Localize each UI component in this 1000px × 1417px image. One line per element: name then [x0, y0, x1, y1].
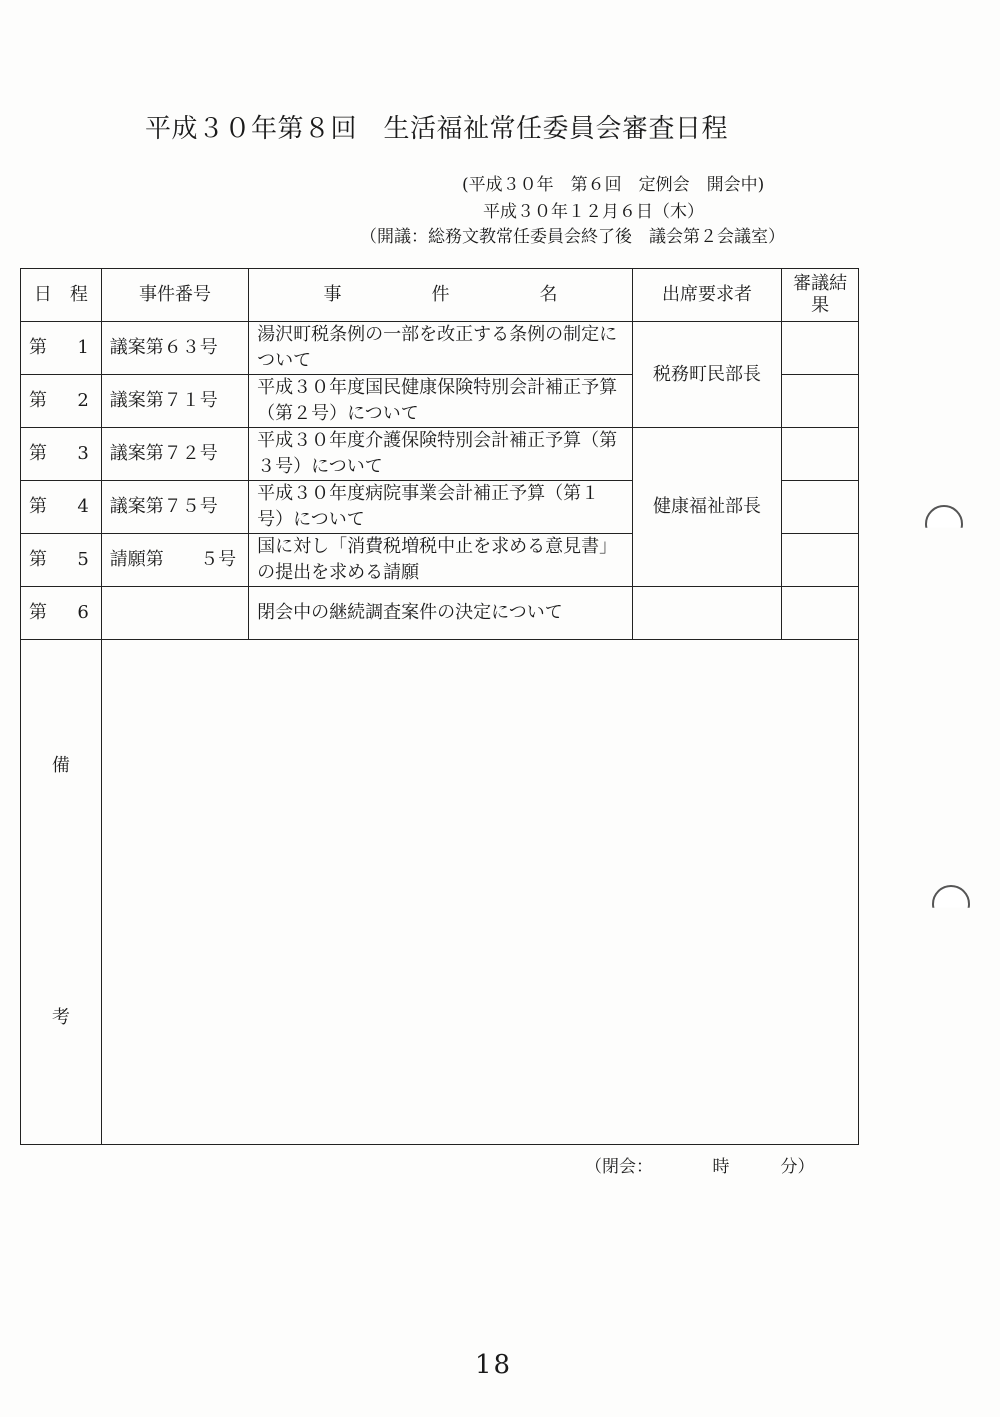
remarks-row: [21, 640, 859, 1145]
day-prefix: 第: [29, 390, 47, 411]
subject-cell: 平成３０年度国民健康保険特別会計補正予算（第２号）について: [249, 375, 633, 428]
case-number-cell: [101, 375, 248, 428]
subject-cell: 国に対し「消費税増税中止を求める意見書」の提出を求める請願: [249, 534, 633, 587]
remarks-label-cell: [21, 640, 102, 1145]
case-number-cell: [101, 481, 248, 534]
remarks-label-top: 備: [51, 755, 70, 776]
case-number-cell: [101, 322, 248, 375]
day-number: 3: [77, 443, 89, 464]
case-type: 議案第７５号: [109, 496, 218, 517]
day-cell: [21, 322, 102, 375]
day-number: 1: [77, 337, 89, 358]
result-cell: [782, 322, 859, 375]
page-title: 平成３０年第８回 生活福祉常任委員会審査日程: [145, 114, 729, 144]
case-number-cell: [101, 428, 248, 481]
table-row: [21, 322, 859, 375]
subject-cell: 湯沢町税条例の一部を改正する条例の制定について: [249, 322, 633, 375]
schedule-table: [20, 268, 859, 1145]
header-case-number: 事件番号: [101, 269, 248, 322]
schedule-table-wrapper: [20, 268, 859, 1145]
subject-cell: 平成３０年度病院事業会計補正予算（第１号）について: [249, 481, 633, 534]
case-number-cell: [101, 534, 248, 587]
table-header-row: [21, 269, 859, 322]
punch-hole-icon: [925, 505, 963, 543]
attendee-cell: 税務町民部長: [632, 322, 781, 428]
case-number: ５号: [200, 549, 237, 570]
case-type: 請願第: [109, 549, 164, 570]
result-cell: [782, 428, 859, 481]
subject-cell: 平成３０年度介護保険特別会計補正予算（第３号）について: [249, 428, 633, 481]
day-number: 4: [77, 496, 89, 517]
remarks-content-cell: [101, 640, 858, 1145]
header-attendee: 出席要求者: [632, 269, 781, 322]
day-cell: [21, 428, 102, 481]
day-cell: [21, 481, 102, 534]
meeting-venue: （開議：総務文教常任委員会終了後 議会第２会議室）: [360, 227, 785, 247]
case-type: 議案第６３号: [109, 337, 218, 358]
attendee-cell: 健康福祉部長: [632, 428, 781, 587]
table-row: [21, 428, 859, 481]
day-cell: [21, 375, 102, 428]
header-subject: 事 件 名: [249, 269, 633, 322]
header-result: 審議結果: [782, 269, 859, 322]
meeting-date: 平成３０年１２月６日（木）: [483, 202, 704, 222]
header-day: 日 程: [21, 269, 102, 322]
table-row: [21, 587, 859, 640]
page-number: 18: [475, 1350, 513, 1380]
result-cell: [782, 375, 859, 428]
subject-cell: 閉会中の継続調査案件の決定について: [249, 587, 633, 640]
result-cell: [782, 534, 859, 587]
result-cell: [782, 587, 859, 640]
day-prefix: 第: [29, 549, 47, 570]
day-prefix: 第: [29, 496, 47, 517]
day-cell: [21, 587, 102, 640]
day-number: 2: [77, 390, 89, 411]
case-type: 議案第７１号: [109, 390, 218, 411]
attendee-cell: [632, 587, 781, 640]
day-cell: [21, 534, 102, 587]
session-info: (平成３０年 第６回 定例会 開会中): [462, 175, 765, 195]
remarks-label-bottom: 考: [51, 1007, 70, 1028]
day-prefix: 第: [29, 337, 47, 358]
punch-hole-icon: [932, 885, 970, 923]
case-number-cell: [101, 587, 248, 640]
day-prefix: 第: [29, 443, 47, 464]
day-number: 5: [77, 549, 89, 570]
result-cell: [782, 481, 859, 534]
day-number: 6: [77, 602, 89, 623]
case-type: 議案第７２号: [109, 443, 218, 464]
day-prefix: 第: [29, 602, 47, 623]
closing-time: （閉会： 時 分）: [585, 1157, 815, 1177]
